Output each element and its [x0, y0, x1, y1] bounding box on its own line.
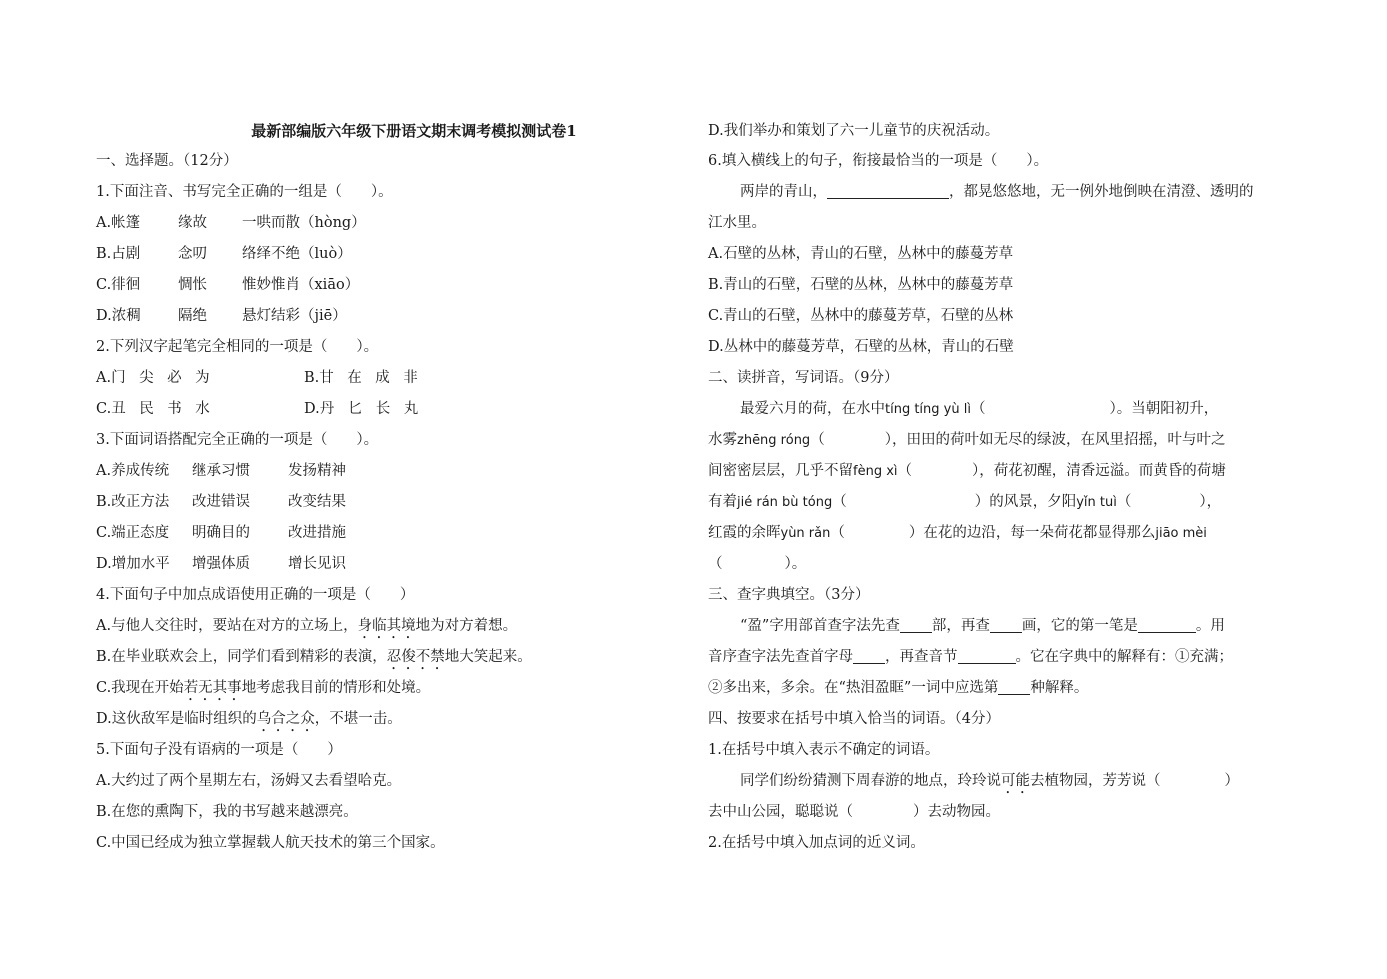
- q2a-c1: 门: [111, 370, 126, 386]
- s2-l6a: （: [708, 556, 723, 572]
- q2a-c3: 必: [167, 370, 182, 386]
- s2-l4d: （: [1116, 494, 1132, 510]
- q2c-c2: 民: [139, 401, 154, 417]
- pinyin-zhengrong: zhēng róng: [737, 433, 811, 448]
- q1c-w2: 惆怅: [178, 277, 207, 293]
- q2b-c3: 成: [375, 370, 390, 386]
- s4-t1-dotted-word: 可能: [1001, 773, 1030, 789]
- q4c-post: 地考虑我目前的情形和处境。: [241, 680, 431, 696]
- s3-line-1: [708, 611, 1300, 642]
- s4-q1-line-2: [708, 797, 1300, 828]
- q3c-w1: C.端正态度: [96, 525, 170, 541]
- q1a-w3: 一哄而散（hòng）: [242, 215, 366, 231]
- q2d-label: D.: [304, 401, 320, 417]
- q3-option-d: [96, 549, 692, 580]
- s2-l4e: ），: [1199, 494, 1222, 510]
- s2-line-4: [708, 487, 1300, 518]
- s4-t1a: 同学们纷纷猜测下周春游的地点，玲玲说: [740, 773, 1001, 789]
- q5-stem: 5.下面句子没有语病的一项是（ ）: [96, 742, 342, 758]
- q2c-c3: 书: [167, 401, 182, 417]
- q2-stem: 2.下列汉字起笔完全相同的一项是（ ）。: [96, 339, 379, 355]
- q6-option-b: B.青山的石壁，石壁的丛林，丛林中的藤蔓芳草: [708, 277, 1014, 293]
- q4b-pre: B.在毕业联欢会上，同学们看到精彩的表演，: [96, 649, 387, 665]
- s3-blank-6: [998, 676, 1030, 695]
- q4b-idiom: 忍俊不禁: [386, 649, 445, 665]
- s3-l3a: ②多出来，多余。在“热泪盈眶”一词中应选第: [708, 680, 999, 696]
- s4-q1-stem: 1.在括号中填入表示不确定的词语。: [708, 742, 940, 758]
- section-4-heading: 四、按要求在括号中填入恰当的词语。（4分）: [708, 711, 1000, 727]
- s2-l3b: （: [897, 463, 913, 479]
- s2-l4c: ）的风景，夕阳: [974, 494, 1077, 510]
- q2d-c4: 丸: [403, 401, 419, 417]
- q3b-w3: 改变结果: [288, 494, 346, 510]
- q4c-idiom: 若无其事: [183, 680, 242, 696]
- s2-l3a: 间密密层层，几乎不留: [708, 463, 853, 479]
- q2b-label: B.: [304, 370, 320, 386]
- q2c-c4: 水: [195, 401, 210, 417]
- q3d-w1: D.增加水平: [96, 556, 170, 572]
- s4-t2b: ）去动物园。: [913, 804, 1000, 820]
- s2-line-3: [708, 456, 1300, 487]
- q2-options-ab: [96, 363, 692, 394]
- q1c-w1: C.徘徊: [96, 277, 141, 293]
- q3a-w2: 继承习惯: [192, 463, 250, 479]
- q4a-pre: A.与他人交往时，要站在对方的立场上，: [96, 618, 358, 634]
- q4-option-c: [96, 673, 692, 704]
- s2-l1a: 最爱六月的荷，在水中: [740, 401, 885, 417]
- q2-options-cd: [96, 394, 692, 425]
- s2-l6b: ）。: [784, 556, 807, 572]
- q6-passage-line-1: [708, 177, 1300, 208]
- s3-l1a: “盈”字用部首查字法先查: [740, 618, 900, 634]
- s4-q2-stem: 2.在括号中填入加点词的近义词。: [708, 835, 925, 851]
- q4d-post: ，不堪一击。: [314, 711, 402, 727]
- q6-fill-blank: [827, 180, 949, 199]
- s3-l1c: 画，它的第一笔是: [1021, 618, 1138, 634]
- pinyin-yunran: yùn rǎn: [780, 526, 831, 541]
- q1a-w1: A.帐篷: [96, 215, 141, 231]
- s2-line-2: [708, 425, 1300, 456]
- q1-stem: 1.下面注音、书写完全正确的一组是（ ）。: [96, 184, 393, 200]
- s3-blank-3: [1138, 614, 1196, 633]
- q1-option-d: [96, 301, 692, 332]
- s2-line-1: [708, 394, 1300, 425]
- q3a-w3: 发扬精神: [288, 463, 346, 479]
- s3-line-3: [708, 673, 1300, 704]
- section-1-heading: 一、选择题。（12分）: [96, 153, 238, 169]
- q2a-label: A.: [96, 370, 112, 386]
- pinyin-jiaomei: jiāo mèi: [1155, 526, 1207, 541]
- s2-l2b: （: [810, 432, 825, 448]
- q5-option-d: D.我们举办和策划了六一儿童节的庆祝活动。: [708, 123, 1000, 139]
- s4-t2a: 去中山公园，聪聪说（: [708, 804, 853, 820]
- s2-l2c: ），田田的荷叶如无尽的绿波，在风里招摇，叶与叶之: [884, 432, 1226, 448]
- q4d-idiom: 乌合之众: [256, 711, 315, 727]
- s4-q1-line-1: [708, 766, 1300, 797]
- section-3-heading: 三、查字典填空。（3分）: [708, 587, 870, 603]
- q4b-post: 地大笑起来。: [444, 649, 532, 665]
- q2b-c1: 甘: [319, 370, 334, 386]
- q1d-w2: 隔绝: [178, 308, 207, 324]
- q3-option-c: [96, 518, 692, 549]
- q1b-w2: 念叨: [178, 246, 207, 262]
- q3c-w2: 明确目的: [192, 525, 250, 541]
- s3-blank-1: [900, 614, 932, 633]
- q1-option-c: [96, 270, 692, 301]
- q4c-pre: C.我现在开始: [96, 680, 184, 696]
- q3d-w3: 增长见识: [288, 556, 346, 572]
- s2-line-6: [708, 549, 1300, 580]
- q3d-w2: 增强体质: [192, 556, 250, 572]
- s2-l3c: ），荷花初醒，清香远溢。而黄昏的荷塘: [972, 463, 1226, 479]
- q2-option-d: [304, 394, 432, 425]
- s3-blank-5: [958, 645, 1016, 664]
- q3a-w1: A.养成传统: [96, 463, 170, 479]
- q4-option-b: [96, 642, 692, 673]
- q4a-post: 地为对方着想。: [415, 618, 518, 634]
- q6-p1-pre: 两岸的青山，: [740, 184, 827, 200]
- s3-blank-4: [853, 645, 885, 664]
- s2-l4b: （: [832, 494, 847, 510]
- q2a-c4: 为: [195, 370, 210, 386]
- q2c-label: C.: [96, 401, 112, 417]
- q6-option-c: C.青山的石壁，丛林中的藤蔓芳草，石壁的丛林: [708, 308, 1014, 324]
- s3-l1b: 部，再查: [931, 618, 990, 634]
- s2-l2a: 水雾: [708, 432, 737, 448]
- s4-t1b: 去植物园，芳芳说（: [1030, 773, 1161, 789]
- q3-option-a: [96, 456, 692, 487]
- pinyin-tingting-yuli: tíng tíng yù lì: [885, 402, 971, 417]
- q5-option-b: B.在您的熏陶下，我的书写越来越漂亮。: [96, 804, 358, 820]
- q1d-w1: D.浓稠: [96, 308, 141, 324]
- q4d-pre: D.这伙敌军是临时组织的: [96, 711, 257, 727]
- q6-stem: 6.填入横线上的句子，衔接最恰当的一项是（ ）。: [708, 153, 1049, 169]
- section-2-heading: 二、读拼音，写词语。（9分）: [708, 370, 899, 386]
- q3b-w1: B.改正方法: [96, 494, 170, 510]
- q4-option-a: [96, 611, 692, 642]
- q2d-c2: 匕: [347, 401, 363, 417]
- s4-t1c: ）: [1224, 773, 1239, 789]
- q1a-w2: 缘故: [178, 215, 207, 231]
- q6-option-a: A.石壁的丛林，青山的石壁，丛林中的藤蔓芳草: [708, 246, 1014, 262]
- q1d-w3: 悬灯结彩（jiē）: [242, 308, 347, 324]
- s2-l1c: ）。当朝阳初升，: [1109, 401, 1219, 417]
- q2a-c2: 尖: [139, 370, 154, 386]
- pinyin-yintui: yǐn tuì: [1076, 495, 1117, 510]
- pinyin-fengxi: fèng xì: [853, 464, 898, 479]
- q1b-w3: 络绎不绝（luò）: [242, 246, 352, 262]
- s3-blank-2: [990, 614, 1022, 633]
- q3-option-b: [96, 487, 692, 518]
- q6-option-d: D.丛林中的藤蔓芳草，石壁的丛林，青山的石壁: [708, 339, 1014, 355]
- q4-option-d: [96, 704, 692, 735]
- s2-line-5: [708, 518, 1300, 549]
- q1b-w1: B.占剧: [96, 246, 141, 262]
- q3c-w3: 改进措施: [288, 525, 346, 541]
- q1c-w3: 惟妙惟肖（xiāo）: [242, 277, 360, 293]
- q2-option-c: [96, 394, 304, 425]
- s3-l1d: 。用: [1195, 618, 1225, 634]
- s2-l1b: （: [970, 401, 986, 417]
- q5-option-a: A.大约过了两个星期左右，汤姆又去看望哈克。: [96, 773, 402, 789]
- q4-stem: 4.下面句子中加点成语使用正确的一项是（ ）: [96, 587, 415, 603]
- pinyin-jieranbutong: jié rán bù tóng: [737, 495, 833, 510]
- q2d-c3: 长: [375, 401, 391, 417]
- q1-option-a: [96, 208, 692, 239]
- exam-title: 最新部编版六年级下册语文期末调考模拟测试卷1: [251, 122, 577, 140]
- s2-l4a: 有着: [708, 494, 737, 510]
- q6-passage-line-2: 江水里。: [708, 215, 766, 231]
- s2-l5a: 红霞的余晖: [708, 525, 781, 541]
- q2-option-a: [96, 363, 304, 394]
- q2c-c1: 丑: [111, 401, 126, 417]
- q2b-c2: 在: [347, 370, 362, 386]
- q3b-w2: 改进错误: [192, 494, 250, 510]
- s2-l5b: （: [830, 525, 845, 541]
- q3-stem: 3.下面词语搭配完全正确的一项是（ ）。: [96, 432, 379, 448]
- q5-option-c: C.中国已经成为独立掌握载人航天技术的第三个国家。: [96, 835, 445, 851]
- s2-l5c: ）在花的边沿，每一朵荷花都显得那么: [908, 525, 1156, 541]
- s3-l2a: 音序查字法先查首字母: [708, 649, 853, 665]
- q2b-c4: 非: [403, 370, 418, 386]
- q2-option-b: [304, 363, 431, 394]
- left-column: [96, 116, 692, 859]
- q2d-c1: 丹: [319, 401, 335, 417]
- right-column: [708, 116, 1300, 859]
- q4a-idiom: 身临其境: [357, 618, 416, 634]
- s3-l2c: 。它在字典中的解释有：①充满；: [1015, 649, 1233, 665]
- s3-l2b: ，再查音节: [885, 649, 958, 665]
- q6-p1-post: ，都晃悠悠地，无一例外地倒映在清澄、透明的: [949, 184, 1254, 200]
- q1-option-b: [96, 239, 692, 270]
- s3-line-2: [708, 642, 1300, 673]
- s3-l3b: 种解释。: [1030, 680, 1089, 696]
